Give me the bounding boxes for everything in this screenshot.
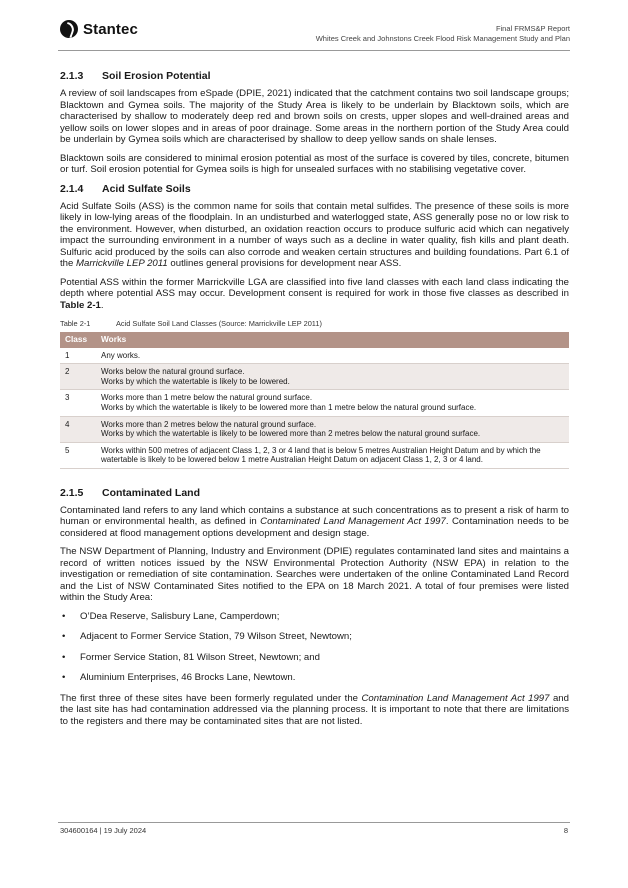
table-row xyxy=(60,348,569,364)
paragraph: Acid Sulfate Soils (ASS) is the common name for soils that contain metal sulfides. The presence of these soils is more likely in low-lying areas of the floodplain. In an undisturbed and waterlogged state, ASS generally pose no or low risk to the environment. However, when disturbed, an oxidation reaction occurs to produce sulfuric acid which can negatively impact the surrounding environment in a number of ways such as a decline in water quality, fish kills and plant death. Sulfuric acid produced by the soils can also corrode and weaken certain structures and building foundations. Part 6.1 of the Marrickville LEP 2011 outlines general provisions for development near ASS. xyxy=(60,200,569,269)
works-line: Works more than 2 metres below the natural ground surface. xyxy=(101,419,317,429)
section-heading-acid-sulfate: 2.1.4 Acid Sulfate Soils xyxy=(60,182,191,195)
table-header-row xyxy=(60,332,569,348)
list-item: • O’Dea Reserve, Salisbury Lane, Camperdown; xyxy=(60,611,569,623)
list-item: • Aluminium Enterprises, 46 Brocks Lane, Newtown. xyxy=(60,672,569,684)
column-header: Works xyxy=(96,332,569,348)
column-header: Class xyxy=(60,332,96,348)
report-header xyxy=(316,24,570,44)
paragraph: A review of soil landscapes from eSpade (DPIE, 2021) indicated that the catchment contains two soil landscape groups; Blacktown and Gymea soils. The majority of the Study Area is likely to be underlain by Blacktown soils, which are characterised by shallow to moderately deep red and brown soils on crests, upper slopes and well-drained areas and yellow soils on lower slopes and in areas of poor drainage. Some areas in the northern portion of the Study Area could be underlain by Gymea soils which are characterised by shallow to deep yellow sands on shale lenses. xyxy=(60,88,569,145)
table-caption: Table 2-1 Acid Sulfate Soil Land Classes (Source: Marrickville LEP 2011) xyxy=(60,319,322,328)
footer-divider xyxy=(58,822,570,823)
works-cell xyxy=(96,416,569,442)
logo-text: Stantec xyxy=(83,20,138,38)
header-divider xyxy=(58,50,570,51)
class-cell: 2 xyxy=(60,364,96,390)
acid-sulfate-classes-table xyxy=(60,332,569,469)
list-item: • Adjacent to Former Service Station, 79 Wilson Street, Newtown; xyxy=(60,631,569,643)
paragraph: The first three of these sites have been formerly regulated under the Contamination Land Management Act 1997 and the last site has had contamination addressed via the planning process. It is important to note that there are limitations to the registers and there may be contaminated sites that are not listed. xyxy=(60,692,569,727)
works-line: Works by which the watertable is likely to be lowered. xyxy=(101,376,290,386)
paragraph: Potential ASS within the former Marrickville LGA are classified into five land classes with each land class indicating the depth where potential ASS may occur. Development consent is required for work in those five classes as described in Table 2-1. xyxy=(60,276,569,311)
table-row xyxy=(60,442,569,468)
works-cell xyxy=(96,442,569,468)
table-row xyxy=(60,390,569,416)
works-cell xyxy=(96,390,569,416)
table-row xyxy=(60,364,569,390)
document-reference: 304600164 | 19 July 2024 xyxy=(60,826,147,835)
works-cell xyxy=(96,348,569,364)
class-cell: 3 xyxy=(60,390,96,416)
class-cell: 4 xyxy=(60,416,96,442)
works-line: Works by which the watertable is likely to be lowered more than 2 metres below the natural ground surface. xyxy=(101,429,481,439)
stantec-logo-icon xyxy=(60,20,78,38)
report-subtitle: Whites Creek and Johnstons Creek Flood Risk Management Study and Plan xyxy=(315,34,570,43)
works-line: Works within 500 metres of adjacent Class 1, 2, 3 or 4 land that is below 5 metres Australian Height Datum and by which the watertable is likely to be lowered below 1 metre Australian Height Datum on adjacent Class 1, 2, 3 or 4 land. xyxy=(101,445,541,465)
paragraph: Blacktown soils are considered to minimal erosion potential as most of the surface is covered by tiles, concrete, bitumen or turf. Soil erosion potential for Gymea soils is high for unsealed surfaces with no stabilising vegetative cover. xyxy=(60,152,569,175)
table-row xyxy=(60,416,569,442)
class-cell: 1 xyxy=(60,348,96,364)
paragraph: The NSW Department of Planning, Industry and Environment (DPIE) regulates contaminated land sites and maintains a record of written notices issued by the NSW Environmental Protection Authority (NSW EPA) in relation to the investigation or remediation of site contamination. Searches were undertaken of the online Contaminated Land Record and the List of NSW Contaminated Sites notified to the EPA on 18 March 2021. A total of four premises were listed within the Study Area: xyxy=(60,546,569,604)
works-cell xyxy=(96,364,569,390)
works-line: Works more than 1 metre below the natural ground surface. xyxy=(101,393,313,403)
works-line: Works by which the watertable is likely to be lowered more than 1 metre below the natural ground surface. xyxy=(101,402,477,412)
works-line: Works below the natural ground surface. xyxy=(101,367,245,377)
stantec-logo xyxy=(60,20,138,38)
works-line: Any works. xyxy=(101,350,141,360)
page-content xyxy=(60,70,569,734)
premises-list xyxy=(60,611,569,684)
section-heading-contaminated-land: 2.1.5 Contaminated Land xyxy=(60,486,201,499)
section-heading-soil-erosion: 2.1.3 Soil Erosion Potential xyxy=(60,70,211,82)
report-title: Final FRMS&P Report xyxy=(495,24,570,33)
page-number: 8 xyxy=(563,826,568,835)
paragraph: Contaminated land refers to any land which contains a substance at such concentrations as to present a risk of harm to human or environmental health, as defined in Contaminated Land Management Act 1997. Contamination needs to be considered at flood management options development and design stage. xyxy=(60,504,569,539)
class-cell: 5 xyxy=(60,442,96,468)
list-item: • Former Service Station, 81 Wilson Street, Newtown; and xyxy=(60,652,569,664)
